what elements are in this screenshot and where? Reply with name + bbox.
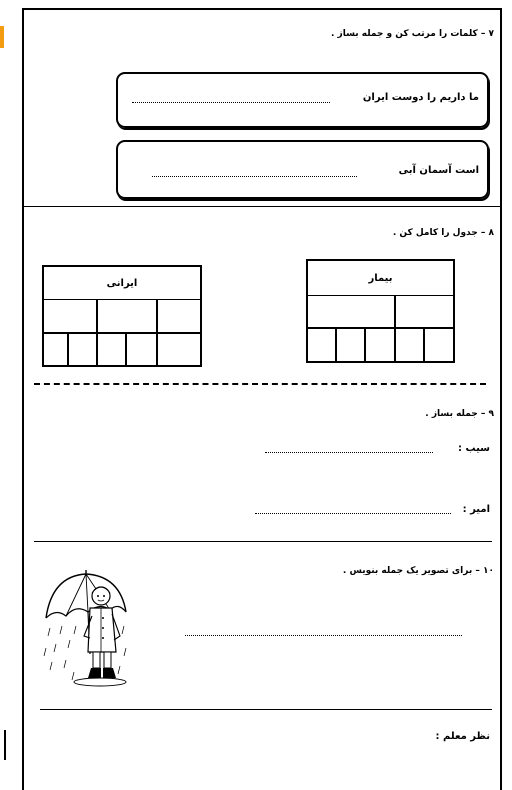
table-cell[interactable] — [423, 327, 455, 363]
q10-title: ۱۰ – برای تصویر یک جمله بنویس . — [342, 566, 494, 576]
word-table-left — [42, 265, 202, 367]
table-cell[interactable] — [156, 299, 202, 334]
boy-with-umbrella-image — [40, 566, 130, 694]
table-cell[interactable] — [156, 332, 202, 367]
section-divider — [22, 206, 500, 207]
q9-word-2: امیر : — [462, 504, 490, 515]
q9-word-1: سیب : — [458, 443, 490, 454]
section-divider — [34, 541, 492, 542]
table-cell[interactable] — [394, 295, 455, 329]
sentence-box-2 — [116, 140, 489, 199]
sentence-box-1 — [116, 72, 489, 128]
q9-answer-line-1[interactable] — [265, 452, 433, 453]
section-divider — [40, 709, 492, 710]
answer-line-1[interactable] — [132, 102, 330, 103]
table-right-word: بیمار — [368, 273, 393, 284]
q8-title: ۸ – جدول را کامل کن . — [392, 228, 494, 238]
table-cell[interactable] — [125, 332, 158, 367]
table-cell[interactable] — [364, 327, 396, 363]
q10-answer-line[interactable] — [185, 635, 462, 636]
q7-title: ۷ – کلمات را مرتب کن و جمله بساز . — [330, 29, 494, 39]
answer-line-2[interactable] — [152, 176, 357, 177]
dashed-divider — [34, 383, 486, 385]
table-cell[interactable] — [42, 332, 69, 367]
q9-answer-line-2[interactable] — [255, 513, 451, 514]
scrambled-words-1: ما داریم را دوست ایران — [362, 92, 479, 103]
table-cell[interactable] — [306, 327, 337, 363]
margin-line — [4, 730, 6, 760]
scrambled-words-2: است آسمان آبی — [398, 165, 479, 176]
table-cell[interactable] — [394, 327, 425, 363]
table-cell[interactable] — [96, 332, 127, 367]
margin-marker — [0, 26, 4, 48]
table-cell[interactable] — [96, 299, 158, 334]
table-cell[interactable] — [42, 299, 98, 334]
table-cell[interactable] — [335, 327, 366, 363]
q9-title: ۹ – جمله بساز . — [425, 409, 494, 419]
teacher-comment-label: نظر معلم : — [435, 731, 490, 742]
table-cell[interactable] — [67, 332, 98, 367]
table-left-word: ایرانی — [106, 278, 138, 289]
table-cell[interactable] — [306, 295, 396, 329]
word-table-right — [306, 259, 455, 363]
